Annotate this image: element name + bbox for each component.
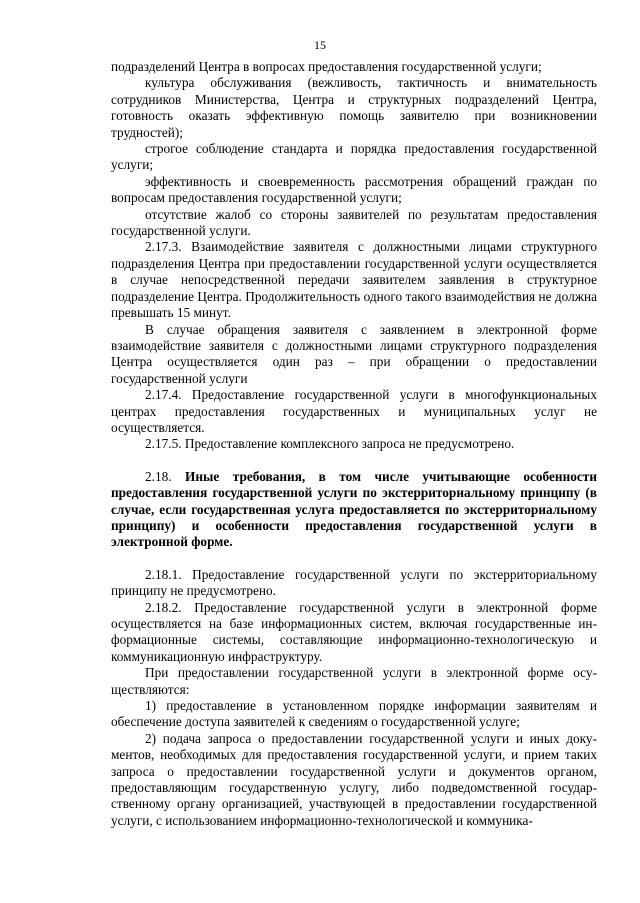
paragraph: подразделений Центра в вопросах предоставления государственной услуги; bbox=[111, 59, 542, 74]
paragraph: При предоставлении государственной услуги в электронной форме осуществляются: bbox=[111, 665, 597, 697]
paragraph: 2.17.5. Предоставление комплексного запроса не предусмотрено. bbox=[145, 436, 515, 452]
section-number: 2.18. bbox=[145, 468, 186, 484]
section-title: Иные требования, в том числе учитывающие особенности предоставления государственной услуги по экстерриториальному принципу (в случае, если государственная услуга предоставляется по экстерриториальному принципу) и особенности предоставления государственной услуги в электронной форме. bbox=[111, 468, 597, 550]
paragraph: 2.18.2. Предоставление государственной услуги в электронной форме осуществляется на базе информационных систем, включая государственные информационные системы, составляющие информационно-технологическую и коммуникационную инфраструктуру. bbox=[111, 599, 597, 664]
paragraph: культура обслуживания (вежливость, тактичность и внимательность сотрудников Министерства, Центра и структурных подразделений Центра, готовность оказать эффективную помощь заявителю при возникновении трудностей); bbox=[111, 75, 597, 140]
paragraph: строгое соблюдение стандарта и порядка предоставления государственной услуги; bbox=[111, 141, 597, 173]
paragraph: 2.17.3. Взаимодействие заявителя с должностными лицами структурного подразделения Центра при предоставлении государственной услуги осуществляется в случае непосредственной передачи заявителем заявления в структурное подразделение Центра. Продолжительность одного такого взаимодействия не должна превышать 15 минут. bbox=[111, 239, 597, 321]
spacer bbox=[111, 551, 597, 567]
paragraph: В случае обращения заявителя с заявлением в электронной форме взаимодействие заявителя с должностными лицами структурного подразделения Центра осуществляется один раз – при обращении о предоставлении государственной услуги bbox=[111, 321, 597, 386]
paragraph: 2.18.1. Предоставление государственной услуги по экстерриториальному принципу не предусмотрено. bbox=[111, 566, 597, 599]
paragraph: 2.17.4. Предоставление государственной услуги в многофункциональных центрах предоставления государственных и муниципальных услуг не осуществляется. bbox=[111, 387, 597, 435]
section-heading bbox=[111, 469, 597, 551]
document-body bbox=[111, 59, 597, 829]
page-number: 15 bbox=[314, 38, 326, 52]
spacer bbox=[111, 453, 597, 469]
paragraph: отсутствие жалоб со стороны заявителей по результатам предоставления государственной услуги. bbox=[111, 206, 597, 239]
paragraph: эффективность и своевременность рассмотрения обращений граждан по вопросам предоставления государственной услуги; bbox=[111, 173, 597, 206]
paragraph: 1) предоставление в установленном порядке информации заявителям и обеспечение доступа заявителей к сведениям о государственной услуге; bbox=[111, 698, 597, 730]
paragraph: 2) подача запроса о предоставлении государственной услуги и иных документов, необходимых для предоставления государственной услуги, и прием таких запроса о предоставлении государственной услуги и документов органом, предоставляющим государственную услугу, либо подведомственной государственному органу организацией, участвующей в предоставлении государственной услуги, с использованием информационно-технологической и коммуника- bbox=[111, 730, 597, 828]
